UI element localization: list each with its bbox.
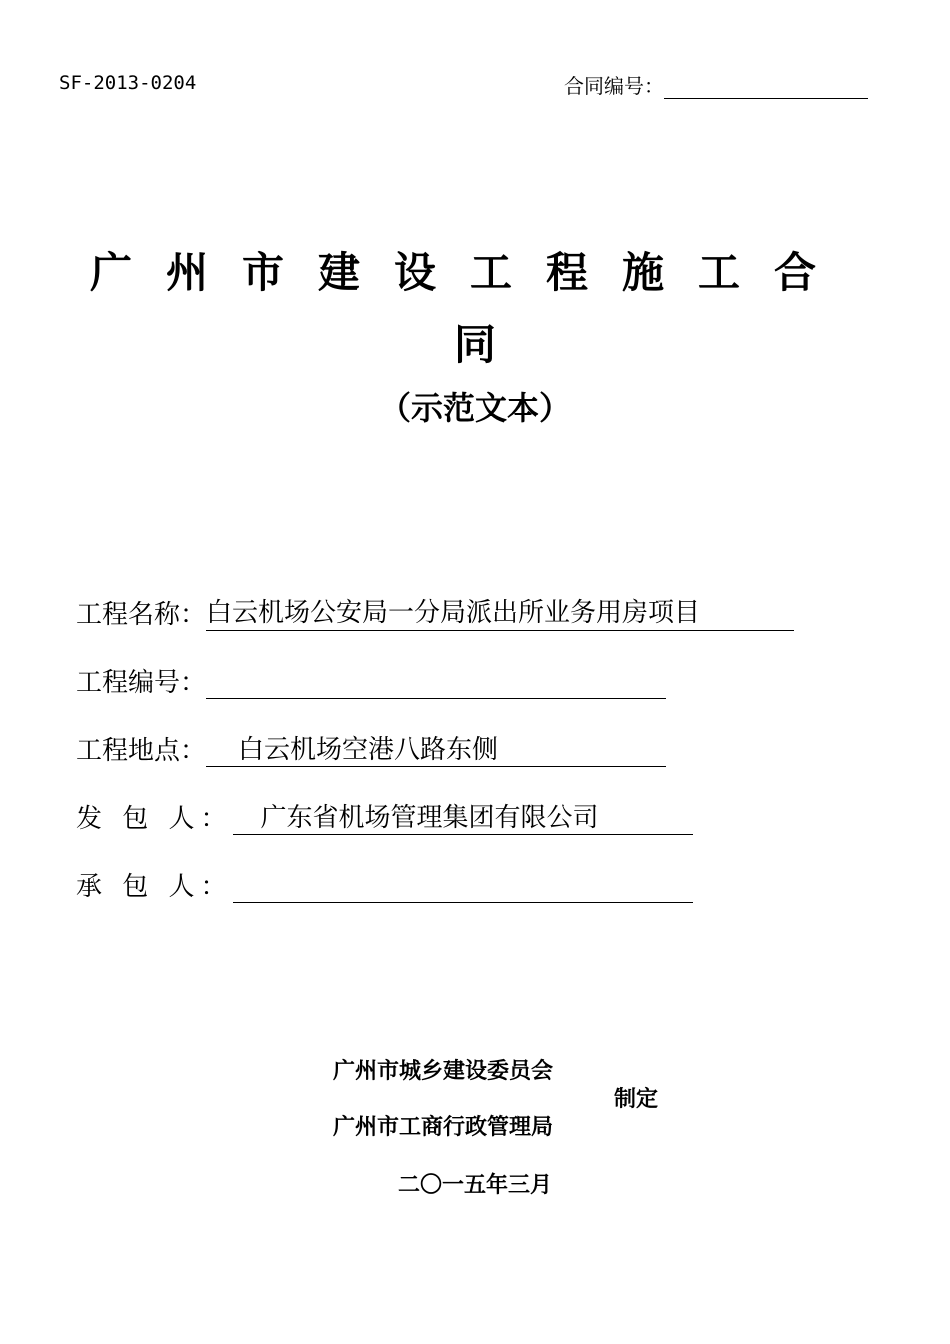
field-project-number bbox=[76, 662, 666, 699]
field-label: 承 包 人： bbox=[76, 872, 233, 902]
document-code: SF-2013-0204 bbox=[59, 72, 197, 94]
contract-number-blank[interactable] bbox=[664, 74, 868, 99]
contract-number-label: 合同编号： bbox=[564, 74, 664, 98]
issuer-construction-committee: 广州市城乡建设委员会 bbox=[333, 1059, 554, 1084]
field-project-name bbox=[76, 594, 794, 631]
field-label: 工程名称： bbox=[76, 600, 207, 630]
field-value[interactable] bbox=[206, 664, 666, 699]
field-label: 发 包 人： bbox=[76, 804, 233, 834]
field-value[interactable]: 白云机场空港八路东侧 bbox=[206, 733, 666, 767]
field-contractor bbox=[76, 866, 693, 903]
issuer-suffix: 制定 bbox=[614, 1087, 659, 1112]
issuer-commerce-bureau: 广州市工商行政管理局 bbox=[333, 1115, 554, 1140]
field-label: 工程地点： bbox=[76, 736, 207, 766]
field-value[interactable] bbox=[233, 868, 693, 903]
field-project-location bbox=[76, 730, 666, 767]
field-label: 工程编号： bbox=[76, 668, 207, 698]
document-title: 广州市建设工程施工合 bbox=[90, 248, 851, 297]
field-employer bbox=[76, 798, 693, 835]
issue-date: 二〇一五年三月 bbox=[397, 1173, 552, 1198]
contract-number bbox=[564, 70, 868, 99]
document-title-continued: 同 bbox=[453, 320, 496, 369]
field-value[interactable]: 白云机场公安局一分局派出所业务用房项目 bbox=[206, 596, 794, 631]
document-subtitle: （示范文本） bbox=[378, 389, 571, 427]
field-value[interactable]: 广东省机场管理集团有限公司 bbox=[233, 801, 693, 835]
